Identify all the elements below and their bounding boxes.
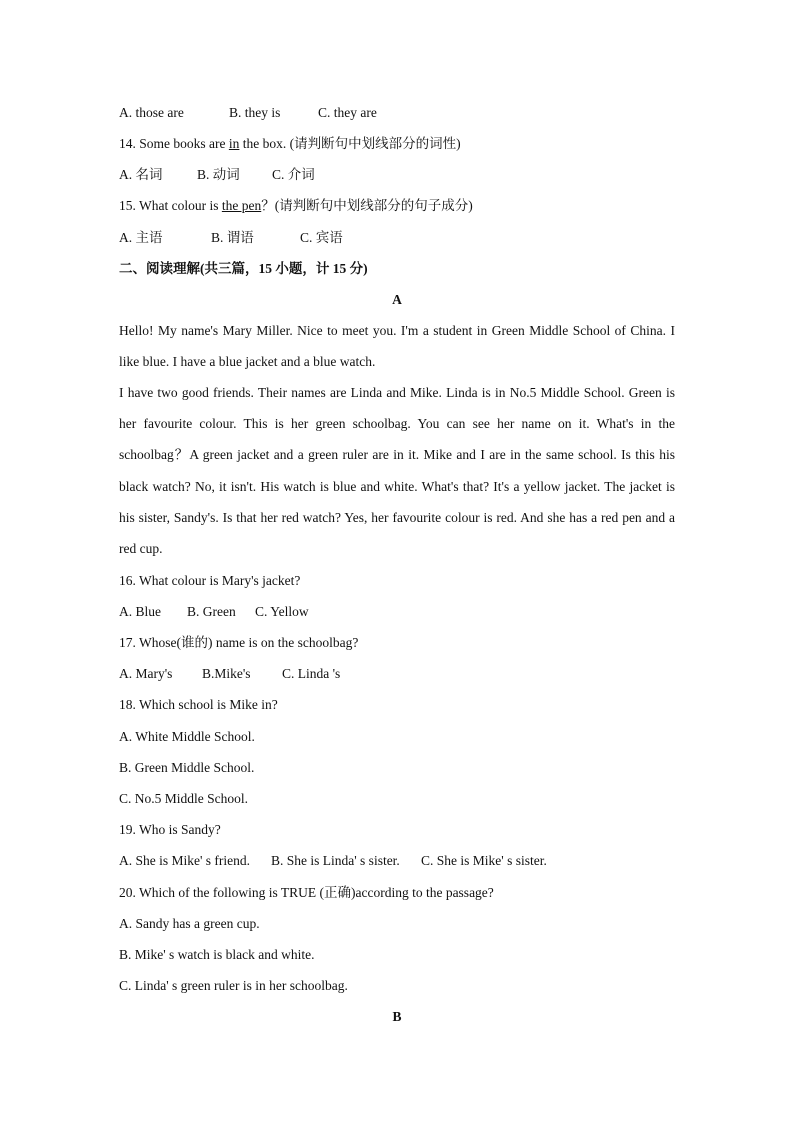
- q15-underlined-phrase: the pen: [221, 198, 262, 213]
- passage-b-label: B: [392, 1009, 402, 1024]
- q15-suffix: ？(请判断句中划线部分的句子成分): [261, 198, 473, 213]
- q17-option-a[interactable]: A. Mary's: [119, 666, 173, 681]
- q15-prefix: 15. What colour is: [119, 198, 222, 213]
- q15-option-a[interactable]: A. 主语: [119, 230, 163, 245]
- q18-option-b[interactable]: B. Green Middle School.: [119, 760, 255, 775]
- q14-suffix: the box. (请判断句中划线部分的词性): [239, 136, 461, 151]
- q20-stem: 20. Which of the following is TRUE (正确)according to the passage?: [119, 885, 494, 900]
- q20-option-c[interactable]: C. Linda' s green ruler is in her schoolbag.: [119, 978, 348, 993]
- q13-option-a[interactable]: A. those are: [119, 105, 184, 120]
- section-heading: 二、阅读理解(共三篇，15 小题，计 15 分): [119, 261, 368, 276]
- q15-stem: [119, 198, 473, 214]
- q16-stem: 16. What colour is Mary's jacket?: [119, 573, 301, 588]
- q14-underlined-word: in: [228, 136, 240, 151]
- q13-options: [119, 105, 377, 121]
- q15-option-c[interactable]: C. 宾语: [300, 230, 343, 245]
- q19-option-a[interactable]: A. She is Mike' s friend.: [119, 853, 251, 868]
- passage-a-label: A: [392, 292, 402, 307]
- q13-option-b[interactable]: B. they is: [229, 105, 281, 120]
- q15-options: [119, 230, 343, 246]
- passage-a-paragraph-2: I have two good friends. Their names are Linda and Mike. Linda is in No.5 Middle School. Green is her favourite colour. This is her green schoolbag. You can see her name on it. What's in the schoolbag？A green jacket and a green ruler are in it. Mike and I are in the same school. Is this his black watch? No, it isn't. His watch is blue and white. What's that? It's a yellow jacket. The jacket is his sister, Sandy's. Is that her red watch? Yes, her favourite colour is red. And she has a red pen and a red cup.: [119, 385, 675, 557]
- q18-option-a[interactable]: A. White Middle School.: [119, 729, 255, 744]
- q17-option-b[interactable]: B.Mike's: [202, 666, 251, 681]
- q17-option-c[interactable]: C. Linda 's: [282, 666, 341, 681]
- q20-option-b[interactable]: B. Mike' s watch is black and white.: [119, 947, 315, 962]
- q16-option-c[interactable]: C. Yellow: [255, 604, 309, 619]
- q18-stem: 18. Which school is Mike in?: [119, 697, 278, 712]
- q14-option-b[interactable]: B. 动词: [197, 167, 240, 182]
- q20-option-a[interactable]: A. Sandy has a green cup.: [119, 916, 260, 931]
- q17-stem: 17. Whose(谁的) name is on the schoolbag?: [119, 635, 359, 650]
- q18-option-c[interactable]: C. No.5 Middle School.: [119, 791, 249, 806]
- q19-stem: 19. Who is Sandy?: [119, 822, 221, 837]
- q14-stem: [119, 136, 461, 152]
- q14-option-c[interactable]: C. 介词: [272, 167, 315, 182]
- q15-option-b[interactable]: B. 谓语: [211, 230, 254, 245]
- q14-option-a[interactable]: A. 名词: [119, 167, 163, 182]
- q16-options: [119, 604, 309, 620]
- q14-options: [119, 167, 315, 183]
- q17-options: [119, 666, 340, 682]
- q16-option-a[interactable]: A. Blue: [119, 604, 161, 619]
- q13-option-c[interactable]: C. they are: [318, 105, 377, 120]
- passage-a-paragraph-1: Hello! My name's Mary Miller. Nice to meet you. I'm a student in Green Middle School of China. I like blue. I have a blue jacket and a blue watch.: [119, 323, 675, 370]
- q14-prefix: 14. Some books are: [119, 136, 229, 151]
- q19-option-c[interactable]: C. She is Mike' s sister.: [421, 853, 547, 868]
- q16-option-b[interactable]: B. Green: [187, 604, 236, 619]
- q19-option-b[interactable]: B. She is Linda' s sister.: [271, 853, 400, 868]
- q19-options: [119, 853, 547, 869]
